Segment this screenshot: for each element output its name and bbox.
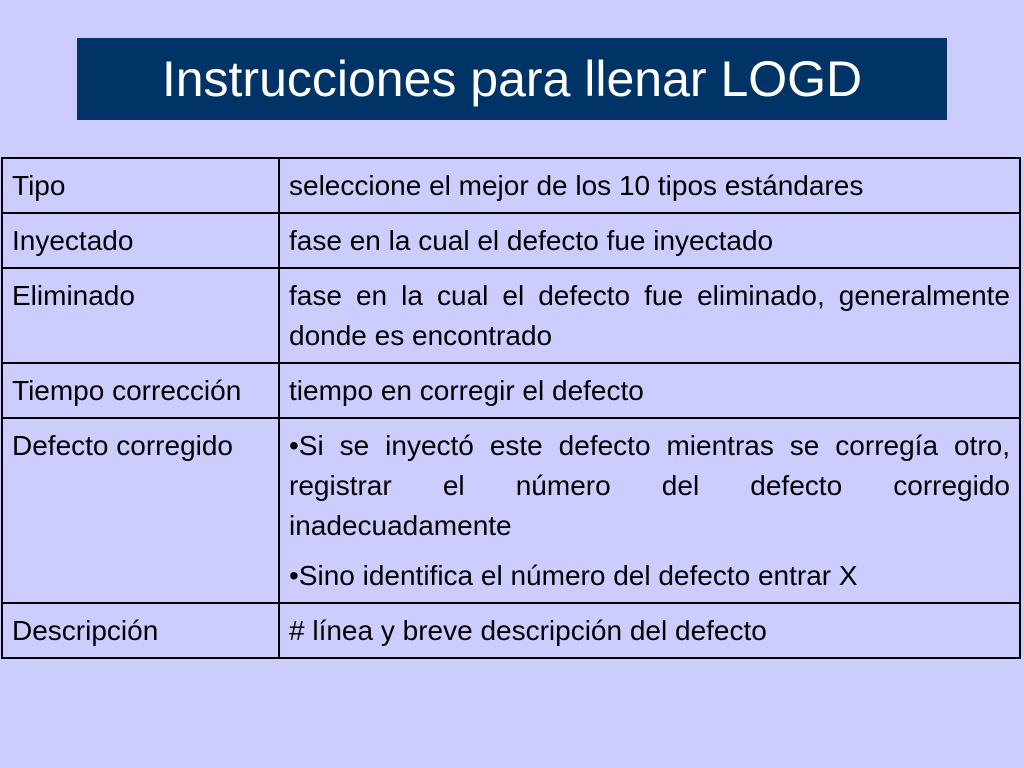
description-cell: # línea y breve descripción del defecto: [279, 603, 1020, 658]
bullet-item: •Sino identifica el número del defecto entrar X: [289, 560, 858, 591]
description-cell: [279, 418, 1020, 603]
description-cell: fase en la cual el defecto fue inyectado: [279, 213, 1020, 268]
table-row-inyectado: [2, 213, 1020, 268]
table-row-eliminado: [2, 268, 1020, 363]
term-cell: Inyectado: [2, 213, 279, 268]
table-row-tipo: [2, 158, 1020, 213]
term-cell: Tiempo corrección: [2, 363, 279, 418]
table-row-tiempo-correccion: [2, 363, 1020, 418]
page-title: Instrucciones para llenar LOGD: [161, 51, 863, 107]
term-cell: Eliminado: [2, 268, 279, 363]
instructions-table: [1, 157, 1021, 659]
table-row-descripcion: [2, 603, 1020, 658]
bullet-item: •Si se inyectó este defecto mientras se corregía otro, registrar el número del defecto corregido inadecuadamente: [289, 430, 1010, 541]
table-row-defecto-corregido: [2, 418, 1020, 603]
description-cell: tiempo en corregir el defecto: [279, 363, 1020, 418]
term-cell: Descripción: [2, 603, 279, 658]
term-cell: Defecto corregido: [2, 418, 279, 603]
description-cell: fase en la cual el defecto fue eliminado, generalmente donde es encontrado: [279, 268, 1020, 363]
term-cell: Tipo: [2, 158, 279, 213]
title-banner: [77, 38, 947, 120]
description-cell: seleccione el mejor de los 10 tipos estándares: [279, 158, 1020, 213]
